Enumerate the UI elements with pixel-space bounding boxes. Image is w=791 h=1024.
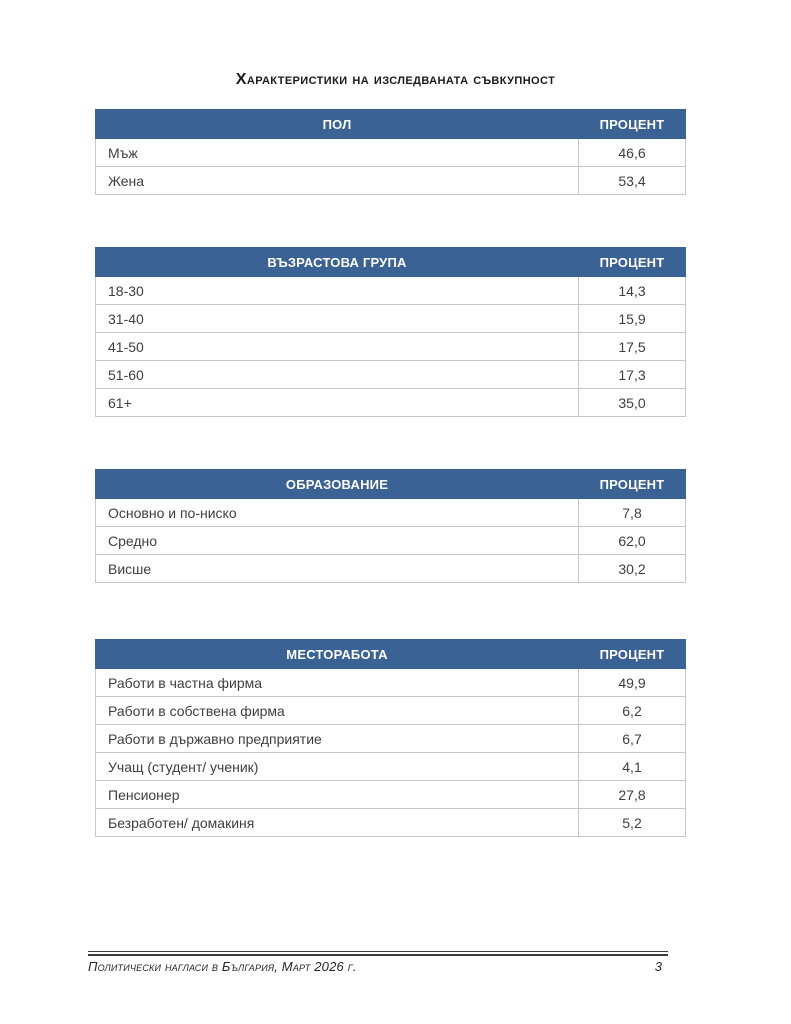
row-value: 35,0: [579, 389, 686, 417]
table-header-label: МЕСТОРАБОТА: [96, 640, 579, 669]
table-header-percent: ПРОЦЕНТ: [579, 470, 686, 499]
table-header-row: [96, 640, 686, 669]
table-header-row: [96, 110, 686, 139]
table-row: [96, 697, 686, 725]
row-label: Висше: [96, 555, 579, 583]
table-section: [95, 109, 685, 195]
row-value: 62,0: [579, 527, 686, 555]
table-row: [96, 361, 686, 389]
row-label: 31-40: [96, 305, 579, 333]
row-label: Работи в частна фирма: [96, 669, 579, 697]
table-row: [96, 277, 686, 305]
row-label: Работи в собствена фирма: [96, 697, 579, 725]
row-value: 14,3: [579, 277, 686, 305]
row-label: 51-60: [96, 361, 579, 389]
table-row: [96, 753, 686, 781]
table-header-label: ПОЛ: [96, 110, 579, 139]
table-age-group: [95, 247, 686, 417]
row-value: 53,4: [579, 167, 686, 195]
row-value: 17,3: [579, 361, 686, 389]
row-label: Пенсионер: [96, 781, 579, 809]
table-row: [96, 725, 686, 753]
footer-divider: [88, 951, 668, 956]
row-value: 46,6: [579, 139, 686, 167]
row-value: 6,7: [579, 725, 686, 753]
table-header-row: [96, 248, 686, 277]
table-row: [96, 781, 686, 809]
footer-page-number: 3: [654, 959, 662, 974]
table-header-row: [96, 470, 686, 499]
row-label: Учащ (студент/ ученик): [96, 753, 579, 781]
row-value: 5,2: [579, 809, 686, 837]
table-gender: [95, 109, 686, 195]
page-footer: [88, 951, 668, 974]
table-row: [96, 305, 686, 333]
table-header-label: ОБРАЗОВАНИЕ: [96, 470, 579, 499]
row-label: Средно: [96, 527, 579, 555]
row-value: 27,8: [579, 781, 686, 809]
row-value: 7,8: [579, 499, 686, 527]
table-row: [96, 389, 686, 417]
table-section: [95, 469, 685, 583]
table-row: [96, 669, 686, 697]
table-row: [96, 499, 686, 527]
table-workplace: [95, 639, 686, 837]
table-header-percent: ПРОЦЕНТ: [579, 110, 686, 139]
table-header-label: ВЪЗРАСТОВА ГРУПА: [96, 248, 579, 277]
table-section: [95, 639, 685, 837]
row-label: 18-30: [96, 277, 579, 305]
footer-row: [88, 959, 668, 974]
table-section: [95, 247, 685, 417]
table-row: [96, 555, 686, 583]
table-row: [96, 167, 686, 195]
tables-container: [95, 109, 685, 837]
row-label: Мъж: [96, 139, 579, 167]
table-row: [96, 139, 686, 167]
row-label: Безработен/ домакиня: [96, 809, 579, 837]
page-title: Характеристики на изследваната съвкупност: [235, 71, 556, 88]
row-value: 30,2: [579, 555, 686, 583]
table-row: [96, 809, 686, 837]
row-value: 49,9: [579, 669, 686, 697]
table-row: [96, 333, 686, 361]
table-education: [95, 469, 686, 583]
row-label: Жена: [96, 167, 579, 195]
row-label: 61+: [96, 389, 579, 417]
footer-report-title: Политически нагласи в България, Март 2026 г.: [88, 959, 357, 974]
row-value: 15,9: [579, 305, 686, 333]
row-label: Работи в държавно предприятие: [96, 725, 579, 753]
row-label: 41-50: [96, 333, 579, 361]
table-row: [96, 527, 686, 555]
row-label: Основно и по-ниско: [96, 499, 579, 527]
row-value: 17,5: [579, 333, 686, 361]
row-value: 4,1: [579, 753, 686, 781]
table-header-percent: ПРОЦЕНТ: [579, 248, 686, 277]
table-header-percent: ПРОЦЕНТ: [579, 640, 686, 669]
row-value: 6,2: [579, 697, 686, 725]
